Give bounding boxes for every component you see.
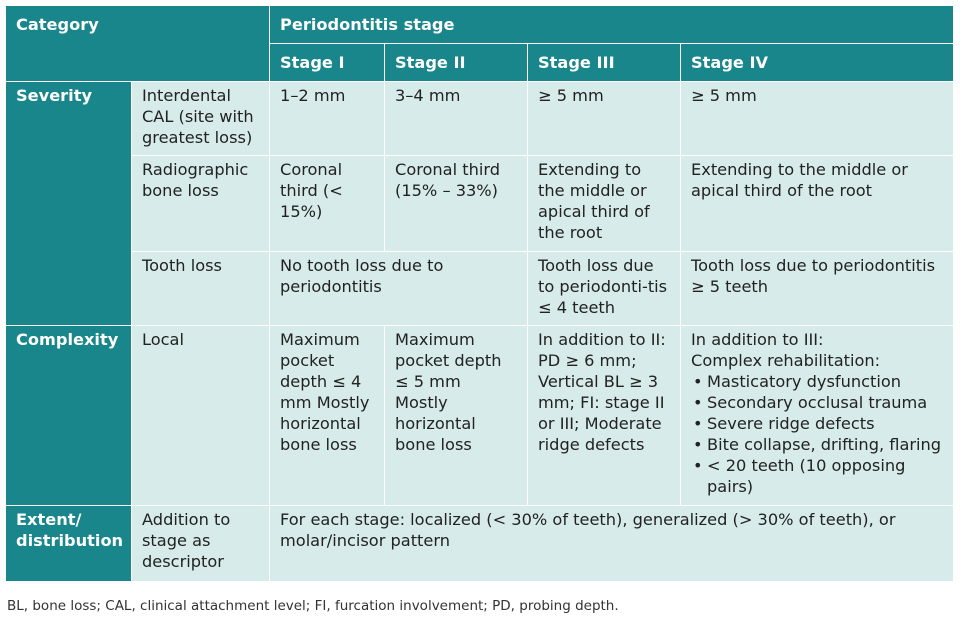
- stage-4-bullet-list: [691, 371, 943, 497]
- extent-category: Extent/ distribution: [6, 506, 132, 582]
- tooth-loss-label: Tooth loss: [132, 252, 270, 326]
- bone-loss-label: Radiographic bone loss: [132, 156, 270, 252]
- row-bone-loss: [6, 156, 954, 252]
- cal-stage-2: 3–4 mm: [385, 82, 528, 156]
- local-label: Local: [132, 326, 270, 506]
- stage-group-header: Periodontitis stage: [270, 6, 954, 44]
- list-item: • Masticatory dysfunction: [691, 371, 943, 392]
- category-header: Category: [6, 6, 270, 82]
- cal-stage-3: ≥ 5 mm: [528, 82, 681, 156]
- bone-loss-stage-2: Coronal third (15% – 33%): [385, 156, 528, 252]
- row-tooth-loss: [6, 252, 954, 326]
- complexity-stage-4: [681, 326, 954, 506]
- row-complexity: [6, 326, 954, 506]
- stage-4-header: Stage IV: [681, 44, 954, 82]
- cal-stage-1: 1–2 mm: [270, 82, 385, 156]
- stage-4-intro-2: Complex rehabilitation:: [691, 351, 881, 370]
- list-item: • Secondary occlusal trauma: [691, 392, 943, 413]
- complexity-stage-2: Maximum pocket depth ≤ 5 mm Mostly horizontal bone loss: [385, 326, 528, 506]
- complexity-category: Complexity: [6, 326, 132, 506]
- tooth-loss-stage-3: Tooth loss due to periodonti-tis ≤ 4 teeth: [528, 252, 681, 326]
- footnote: BL, bone loss; CAL, clinical attachment level; FI, furcation involvement; PD, probing depth.: [7, 598, 619, 614]
- severity-category: Severity: [6, 82, 132, 326]
- periodontitis-staging-table: [5, 5, 954, 582]
- cal-stage-4: ≥ 5 mm: [681, 82, 954, 156]
- tooth-loss-stage-4: Tooth loss due to periodontitis ≥ 5 teeth: [681, 252, 954, 326]
- bone-loss-stage-4: Extending to the middle or apical third of the root: [681, 156, 954, 252]
- stage-4-intro-1: In addition to III:: [691, 330, 824, 349]
- complexity-stage-3: In addition to II: PD ≥ 6 mm; Vertical BL ≥ 3 mm; FI: stage II or III; Moderate ridge defects: [528, 326, 681, 506]
- bone-loss-stage-3: Extending to the middle or apical third of the root: [528, 156, 681, 252]
- descriptor-label: Addition to stage as descriptor: [132, 506, 270, 582]
- bone-loss-stage-1: Coronal third (< 15%): [270, 156, 385, 252]
- stage-1-header: Stage I: [270, 44, 385, 82]
- header-row-1: [6, 6, 954, 44]
- list-item: • Severe ridge defects: [691, 413, 943, 434]
- list-item: • < 20 teeth (10 opposing pairs): [691, 455, 943, 497]
- tooth-loss-stage-1-2: No tooth loss due to periodontitis: [270, 252, 528, 326]
- cal-label: Interdental CAL (site with greatest loss): [132, 82, 270, 156]
- row-extent: [6, 506, 954, 582]
- extent-value: For each stage: localized (< 30% of teeth), generalized (> 30% of teeth), or molar/incisor pattern: [270, 506, 954, 582]
- row-cal: [6, 82, 954, 156]
- complexity-stage-1: Maximum pocket depth ≤ 4 mm Mostly horizontal bone loss: [270, 326, 385, 506]
- list-item: • Bite collapse, drifting, flaring: [691, 434, 943, 455]
- stage-2-header: Stage II: [385, 44, 528, 82]
- stage-3-header: Stage III: [528, 44, 681, 82]
